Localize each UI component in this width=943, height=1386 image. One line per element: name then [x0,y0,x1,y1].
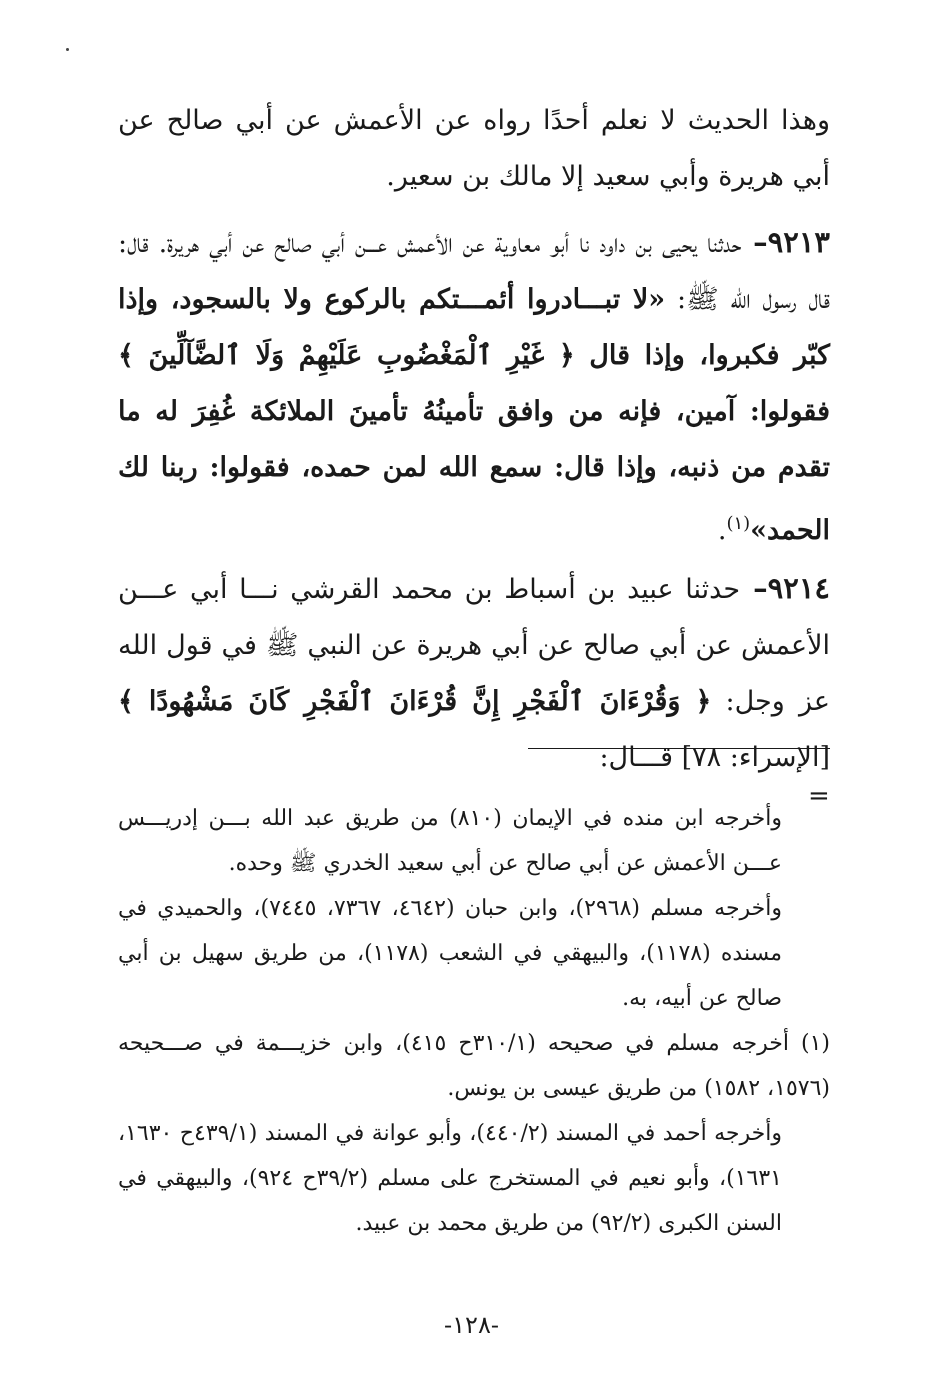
hadith-9213 [118,214,830,559]
footnote-divider [528,748,830,749]
continuation-mark: = [808,781,830,811]
quran-verse: ﴿ غَيْرِ ٱلْمَغْضُوبِ عَلَيْهِمْ وَلَا ٱلضَّآلِّينَ ﴾ [118,340,575,371]
hadith-isnad: حدثنا يحيى بن داود نا أبو معاوية عن الأعمش عـــن أبي صالح عن أبي هريرة. قال: قال رسول الله ﷺ: [118,228,831,315]
footnote-1-label: (١) [800,1031,830,1056]
speck [66,48,69,51]
footnote-cont-1: وأخرجه ابن منده في الإيمان (٨١٠) من طريق عبد الله بـــن إدريـــس عـــن الأعمش عن أبي صالح عن أبي سعيد الخدري ﷺ وحده. [118,806,782,876]
quran-verse: ﴿ وَقُرْءَانَ ٱلْفَجْرِ إِنَّ قُرْءَانَ ٱلْفَجْرِ كَانَ مَشْهُودًا ﴾ [118,686,712,717]
said-word: قـــال: [599,742,674,773]
sentence-end: . [717,515,727,546]
hadith-dash: – [741,225,768,259]
hadith-9214 [118,560,830,786]
hadith-isnad: حدثنا عبيد بن أسباط بن محمد القرشي نـــا أبي عـــن الأعمش عن أبي صالح عن أبي هريرة عن النبي ﷺ في قول الله عز وجل: [118,574,830,717]
footnote-ref: (١) [726,513,751,534]
page-number: -١٢٨- [444,1311,499,1339]
footnote-1-cont: وأخرجه أحمد في المسند (٤٤٠/٢)، وأبو عوانة في المسند (٤٣٩/١ح ١٦٣٠، ١٦٣١)، وأبو نعيم في المستخرج على مسلم (٣٩/٢ح ٩٢٤)، والبيهقي في السنن الكبرى (٩٢/٢) من طريق محمد بن عبيد. [118,1121,782,1236]
footnote-1 [118,1021,830,1111]
footnote-1-text: أخرجه مسلم في صحيحه (٣١٠/١ح ٤١٥)، وابن خزيـــمة في صـــحيحه (١٥٧٦، ١٥٨٢) من طريق عيسى بن يونس. [118,1031,830,1101]
footnotes [118,796,830,1246]
hadith-matn-rest: فقولوا: آمين، فإنه من وافق تأمينُهُ تأمينَ الملائكة غُفِرَ له ما تقدم من ذنبه، وإذا قال: سمع الله لمن حمده، فقولوا: ربنا لك الحمد» [118,396,830,546]
verse-reference: [الإسراء: ٧٨] [673,742,830,773]
hadith-matn: «لا تبـــادروا أئمـــتكم بالركوع ولا بالسجود، وإذا كبّر فكبروا، وإذا قال [118,284,830,371]
hadith-number: ٩٢١٤ [767,571,830,605]
hadith-number: ٩٢١٣ [767,225,830,259]
paragraph-intro-text: وهذا الحديث لا نعلم أحدًا رواه عن الأعمش عن أبي صالح عن أبي هريرة وأبي سعيد إلا مالك بن سعير. [118,105,830,192]
footnote-cont-2: وأخرجه مسلم (٢٩٦٨)، وابن حبان (٤٦٤٢، ٧٣٦٧، ٧٤٤٥)، والحميدي في مسنده (١١٧٨)، والبيهقي في الشعب (١١٧٨)، من طريق سهيل بن أبي صالح عن أبيه، به. [118,896,783,1011]
hadith-dash: – [740,571,768,605]
paragraph-intro [118,93,830,205]
